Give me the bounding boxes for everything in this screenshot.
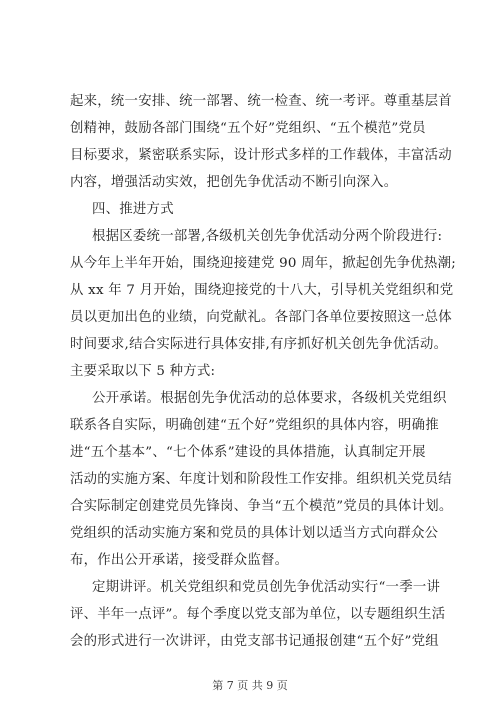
paragraph-line: 从 xx 年 7 月开始，围绕迎接党的十八大，引导机关党组织和党	[70, 283, 454, 298]
paragraph-line: 创精神，鼓励各部门围绕“五个好”党组织、“五个模范”党员	[70, 121, 426, 136]
paragraph-line: 定期讲评。机关党组织和党员创先争优活动实行“一季一讲	[92, 580, 441, 595]
paragraph-line: 党组织的活动实施方案和党员的具体计划以适当方式向群众公	[70, 526, 439, 541]
page-footer: 第 7 页 共 9 页	[212, 679, 288, 692]
paragraph-line: 评、半年一点评”。每个季度以党支部为单位，以专题组织生活	[70, 607, 446, 622]
paragraph-line: 布，作出公开承诺，接受群众监督。	[70, 553, 289, 568]
paragraph-line: 活动的实施方案、年度计划和阶段性工作安排。组织机关党员结	[70, 472, 452, 487]
paragraph-line: 主要采取以下 5 种方式:	[70, 364, 216, 379]
paragraph-line: 合实际制定创建党员先锋岗、争当“五个模范”党员的具体计划。	[70, 499, 453, 514]
paragraph-line: 根据区委统一部署,各级机关创先争优活动分两个阶段进行:	[92, 229, 443, 244]
paragraph-line: 公开承诺。根据创先争优活动的总体要求，各级机关党组织	[92, 391, 447, 406]
paragraph-line: 起来，统一安排、统一部署、统一检查、统一考评。尊重基层首	[70, 94, 452, 109]
section-heading: 四、推进方式	[92, 202, 174, 217]
paragraph-line: 内容，增强活动实效，把创先争优活动不断引向深入。	[70, 175, 398, 190]
document-body	[70, 88, 456, 655]
paragraph-line: 员以更加出色的业绩，向党献礼。各部门各单位要按照这一总体	[70, 310, 452, 325]
paragraph-line: 从今年上半年开始，围绕迎接建党 90 周年，掀起创先争优热潮;	[70, 256, 456, 271]
paragraph-line: 时间要求,结合实际进行具体安排,有序抓好机关创先争优活动。	[70, 337, 448, 352]
paragraph-line: 目标要求，紧密联系实际，设计形式多样的工作载体，丰富活动	[70, 148, 452, 163]
paragraph-line: 进“五个基本”、“七个体系”建设的具体措施，认真制定开展	[70, 445, 426, 460]
paragraph-line: 会的形式进行一次讲评，由党支部书记通报创建“五个好”党组	[70, 634, 439, 649]
paragraph-line: 联系各自实际，明确创建“五个好”党组织的具体内容，明确推	[70, 418, 439, 433]
